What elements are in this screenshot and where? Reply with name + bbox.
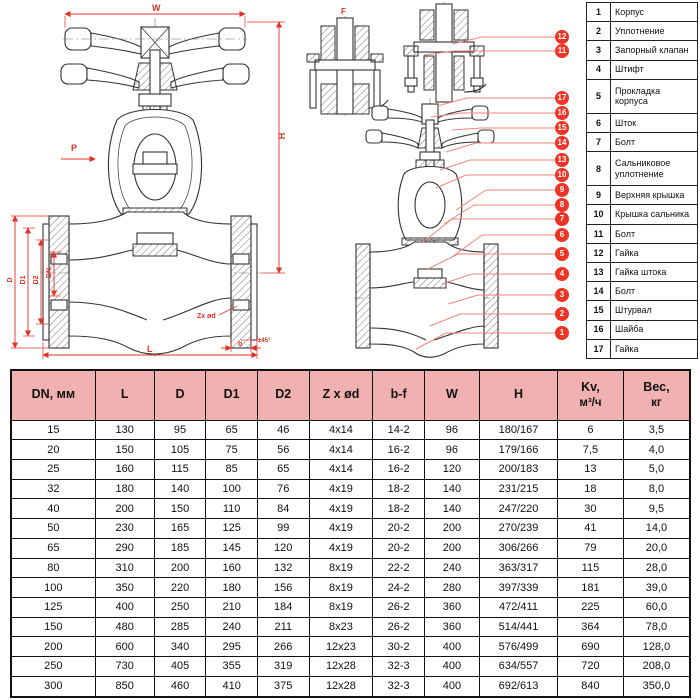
stuffing-box-detail-drawing bbox=[398, 0, 490, 106]
dims-cell: 290 bbox=[95, 538, 154, 558]
dims-cell: 8x19 bbox=[309, 578, 373, 598]
part-number: 7 bbox=[587, 133, 611, 152]
callout-balloon: 16 bbox=[555, 106, 569, 120]
dims-cell: 210 bbox=[206, 597, 258, 617]
dim-label-d1: D1 bbox=[20, 275, 27, 285]
dims-cell: 79 bbox=[558, 538, 624, 558]
dims-header-cell: L bbox=[95, 370, 154, 420]
dims-cell: 850 bbox=[95, 676, 154, 697]
dims-cell: 363/317 bbox=[479, 558, 557, 578]
dims-cell: 180/167 bbox=[479, 420, 557, 440]
part-name: Уплотнение bbox=[611, 22, 698, 41]
dims-cell: 200 bbox=[11, 637, 95, 657]
dims-row bbox=[11, 558, 690, 578]
dims-row bbox=[11, 617, 690, 637]
dims-cell: 99 bbox=[257, 519, 309, 539]
dims-row bbox=[11, 597, 690, 617]
dims-cell: 18 bbox=[558, 479, 624, 499]
detail-label-f: F bbox=[341, 7, 346, 16]
part-name: Сальниковое уплотнение bbox=[611, 152, 698, 186]
dims-cell: 165 bbox=[154, 519, 206, 539]
callout-balloon: 4 bbox=[555, 267, 569, 281]
dims-cell: 76 bbox=[257, 479, 309, 499]
dims-cell: 65 bbox=[11, 538, 95, 558]
dim-label-p: P bbox=[71, 143, 78, 153]
dim-label-h: H bbox=[277, 132, 287, 140]
dims-cell: 14-2 bbox=[373, 420, 425, 440]
part-name: Шток bbox=[611, 113, 698, 132]
dims-cell: 30 bbox=[558, 499, 624, 519]
dims-cell: 840 bbox=[558, 676, 624, 697]
dims-cell: 7,5 bbox=[558, 440, 624, 460]
part-name: Крышка сальника bbox=[611, 205, 698, 224]
callout-balloon: 12 bbox=[555, 30, 569, 44]
dims-cell: 150 bbox=[154, 499, 206, 519]
dims-header-cell: DN, мм bbox=[11, 370, 95, 420]
part-number: 12 bbox=[587, 243, 611, 262]
dims-cell: 180 bbox=[206, 578, 258, 598]
dims-row bbox=[11, 519, 690, 539]
dims-header-cell: Вес, кг bbox=[623, 370, 690, 420]
dims-cell: 360 bbox=[424, 617, 479, 637]
dims-header-cell: D bbox=[154, 370, 206, 420]
dims-cell: 4x19 bbox=[309, 479, 373, 499]
dims-cell: 26-2 bbox=[373, 617, 425, 637]
dims-cell: 39,0 bbox=[623, 578, 690, 598]
dims-cell: 350 bbox=[95, 578, 154, 598]
dims-cell: 8,0 bbox=[623, 479, 690, 499]
dims-cell: 4x14 bbox=[309, 420, 373, 440]
part-name: Верхняя крышка bbox=[611, 186, 698, 205]
parts-list-row bbox=[587, 133, 698, 152]
dims-cell: 400 bbox=[424, 657, 479, 677]
dims-cell: 350,0 bbox=[623, 676, 690, 697]
dims-cell: 84 bbox=[257, 499, 309, 519]
dims-cell: 5,0 bbox=[623, 459, 690, 479]
dims-cell: 180 bbox=[95, 479, 154, 499]
dims-cell: 410 bbox=[206, 676, 258, 697]
dims-header-cell: b-f bbox=[373, 370, 425, 420]
part-number: 14 bbox=[587, 282, 611, 301]
dims-cell: 240 bbox=[424, 558, 479, 578]
dims-cell: 225 bbox=[558, 597, 624, 617]
dims-cell: 120 bbox=[257, 538, 309, 558]
dims-cell: 460 bbox=[154, 676, 206, 697]
callout-balloon: 1 bbox=[555, 326, 569, 340]
dims-cell: 400 bbox=[95, 597, 154, 617]
part-name: Корпус bbox=[611, 3, 698, 22]
dim-label-w: W bbox=[152, 3, 161, 13]
dims-cell: 200 bbox=[154, 558, 206, 578]
parts-list-row bbox=[587, 60, 698, 79]
dims-cell: 4x19 bbox=[309, 519, 373, 539]
dims-cell: 75 bbox=[206, 440, 258, 460]
dims-cell: 270/239 bbox=[479, 519, 557, 539]
part-number: 16 bbox=[587, 320, 611, 339]
dims-cell: 65 bbox=[257, 459, 309, 479]
part-name: Гайка bbox=[611, 339, 698, 358]
callout-balloon: 9 bbox=[555, 183, 569, 197]
dims-cell: 397/339 bbox=[479, 578, 557, 598]
dims-cell: 220 bbox=[154, 578, 206, 598]
dims-cell: 231/215 bbox=[479, 479, 557, 499]
part-name: Запорный клапан bbox=[611, 41, 698, 60]
dims-cell: 211 bbox=[257, 617, 309, 637]
dims-cell: 634/557 bbox=[479, 657, 557, 677]
dims-cell: 208,0 bbox=[623, 657, 690, 677]
dims-row bbox=[11, 420, 690, 440]
dims-cell: 400 bbox=[424, 637, 479, 657]
callout-balloon: 2 bbox=[555, 307, 569, 321]
parts-list-row bbox=[587, 205, 698, 224]
parts-list-row bbox=[587, 339, 698, 358]
dims-cell: 355 bbox=[206, 657, 258, 677]
parts-list-row bbox=[587, 301, 698, 320]
dim-label-dn: DN bbox=[46, 267, 53, 279]
dims-cell: 140 bbox=[154, 479, 206, 499]
dims-cell: 692/613 bbox=[479, 676, 557, 697]
dims-cell: 20-2 bbox=[373, 519, 425, 539]
callout-balloon: 8 bbox=[555, 198, 569, 212]
dims-cell: 115 bbox=[558, 558, 624, 578]
dims-cell: 576/499 bbox=[479, 637, 557, 657]
dims-row bbox=[11, 499, 690, 519]
dims-cell: 720 bbox=[558, 657, 624, 677]
dims-cell: 600 bbox=[95, 637, 154, 657]
dims-cell: 4x19 bbox=[309, 499, 373, 519]
parts-list-row bbox=[587, 282, 698, 301]
dims-cell: 20,0 bbox=[623, 538, 690, 558]
dims-cell: 22-2 bbox=[373, 558, 425, 578]
dims-cell: 480 bbox=[95, 617, 154, 637]
dims-cell: 295 bbox=[206, 637, 258, 657]
part-number: 4 bbox=[587, 60, 611, 79]
dims-cell: 150 bbox=[11, 617, 95, 637]
dims-cell: 200 bbox=[424, 519, 479, 539]
dims-cell: 514/441 bbox=[479, 617, 557, 637]
dims-cell: 100 bbox=[206, 479, 258, 499]
bonnet bbox=[108, 110, 201, 218]
part-number: 9 bbox=[587, 186, 611, 205]
dims-cell: 181 bbox=[558, 578, 624, 598]
dims-cell: 285 bbox=[154, 617, 206, 637]
dims-cell: 100 bbox=[11, 578, 95, 598]
main-valve-drawing bbox=[5, 2, 295, 364]
part-number: 15 bbox=[587, 301, 611, 320]
dims-row bbox=[11, 538, 690, 558]
dims-cell: 12x28 bbox=[309, 657, 373, 677]
dims-row bbox=[11, 578, 690, 598]
part-number: 8 bbox=[587, 152, 611, 186]
part-name: Болт bbox=[611, 224, 698, 243]
parts-list-body bbox=[587, 3, 698, 359]
parts-list-row bbox=[587, 22, 698, 41]
parts-list-row bbox=[587, 224, 698, 243]
part-name: Штифт bbox=[611, 60, 698, 79]
dims-cell: 15 bbox=[11, 420, 95, 440]
parts-list-row bbox=[587, 79, 698, 113]
dims-cell: 140 bbox=[424, 479, 479, 499]
dims-cell: 128,0 bbox=[623, 637, 690, 657]
dims-header-row bbox=[11, 370, 690, 420]
part-number: 6 bbox=[587, 113, 611, 132]
dims-cell: 20 bbox=[11, 440, 95, 460]
dims-cell: 96 bbox=[424, 420, 479, 440]
callout-balloon: 7 bbox=[555, 212, 569, 226]
dims-cell: 85 bbox=[206, 459, 258, 479]
dim-label-b: b bbox=[238, 341, 243, 348]
part-name: Шайба bbox=[611, 320, 698, 339]
callout-balloon: 15 bbox=[555, 121, 569, 135]
parts-list bbox=[586, 2, 698, 359]
dims-cell: 65 bbox=[206, 420, 258, 440]
part-number: 13 bbox=[587, 263, 611, 282]
dims-cell: 125 bbox=[206, 519, 258, 539]
part-name: Штурвал bbox=[611, 301, 698, 320]
dims-cell: 364 bbox=[558, 617, 624, 637]
dims-header-cell: D1 bbox=[206, 370, 258, 420]
dims-cell: 160 bbox=[206, 558, 258, 578]
parts-list-row bbox=[587, 3, 698, 22]
dims-cell: 32-3 bbox=[373, 676, 425, 697]
dims-cell: 405 bbox=[154, 657, 206, 677]
dims-cell: 240 bbox=[206, 617, 258, 637]
parts-list-row bbox=[587, 152, 698, 186]
dims-cell: 60,0 bbox=[623, 597, 690, 617]
dim-label-z: Zx ød bbox=[197, 313, 216, 320]
dims-cell: 20-2 bbox=[373, 538, 425, 558]
dims-cell: 18-2 bbox=[373, 479, 425, 499]
dims-cell: 690 bbox=[558, 637, 624, 657]
dims-cell: 125 bbox=[11, 597, 95, 617]
part-name: Болт bbox=[611, 133, 698, 152]
dims-cell: 160 bbox=[95, 459, 154, 479]
dims-cell: 250 bbox=[11, 657, 95, 677]
dims-cell: 13 bbox=[558, 459, 624, 479]
dims-table-body bbox=[11, 420, 690, 697]
dims-cell: 4x14 bbox=[309, 440, 373, 460]
dims-cell: 179/166 bbox=[479, 440, 557, 460]
callout-balloon: 17 bbox=[555, 91, 569, 105]
dims-cell: 200/183 bbox=[479, 459, 557, 479]
dims-cell: 250 bbox=[154, 597, 206, 617]
dims-cell: 156 bbox=[257, 578, 309, 598]
dims-cell: 200 bbox=[95, 499, 154, 519]
part-number: 3 bbox=[587, 41, 611, 60]
parts-list-row bbox=[587, 186, 698, 205]
dims-cell: 185 bbox=[154, 538, 206, 558]
dims-cell: 56 bbox=[257, 440, 309, 460]
dims-cell: 310 bbox=[95, 558, 154, 578]
parts-list-row bbox=[587, 320, 698, 339]
callout-valve-drawing bbox=[352, 92, 502, 362]
dims-header-cell: Z x ød bbox=[309, 370, 373, 420]
dims-cell: 12x23 bbox=[309, 637, 373, 657]
dims-cell: 140 bbox=[424, 499, 479, 519]
part-number: 2 bbox=[587, 22, 611, 41]
dim-label-d2: D2 bbox=[33, 275, 40, 285]
dims-cell: 472/411 bbox=[479, 597, 557, 617]
dims-cell: 30-2 bbox=[373, 637, 425, 657]
dims-cell: 230 bbox=[95, 519, 154, 539]
dims-cell: 8x23 bbox=[309, 617, 373, 637]
dims-cell: 150 bbox=[95, 440, 154, 460]
callout-balloon: 5 bbox=[555, 247, 569, 261]
dims-cell: 25 bbox=[11, 459, 95, 479]
dims-cell: 4,0 bbox=[623, 440, 690, 460]
dimensions-table bbox=[10, 369, 691, 698]
part-number: 17 bbox=[587, 339, 611, 358]
callout-balloon: 14 bbox=[555, 136, 569, 150]
dims-cell: 360 bbox=[424, 597, 479, 617]
dims-cell: 26-2 bbox=[373, 597, 425, 617]
dims-cell: 280 bbox=[424, 578, 479, 598]
dims-cell: 96 bbox=[424, 440, 479, 460]
dims-cell: 266 bbox=[257, 637, 309, 657]
callout-balloon: 13 bbox=[555, 153, 569, 167]
parts-list-row bbox=[587, 113, 698, 132]
part-number: 10 bbox=[587, 205, 611, 224]
part-number: 1 bbox=[587, 3, 611, 22]
dims-cell: 16-2 bbox=[373, 440, 425, 460]
dims-row bbox=[11, 657, 690, 677]
callout-balloon: 3 bbox=[555, 288, 569, 302]
dims-header-cell: H bbox=[479, 370, 557, 420]
dims-cell: 8x19 bbox=[309, 558, 373, 578]
dim-label-l: L bbox=[147, 344, 153, 354]
dims-cell: 40 bbox=[11, 499, 95, 519]
dims-cell: 78,0 bbox=[623, 617, 690, 637]
dims-cell: 247/220 bbox=[479, 499, 557, 519]
dims-cell: 28,0 bbox=[623, 558, 690, 578]
dims-cell: 200 bbox=[424, 538, 479, 558]
dims-cell: 14,0 bbox=[623, 519, 690, 539]
callout-balloon: 10 bbox=[555, 168, 569, 182]
dims-cell: 24-2 bbox=[373, 578, 425, 598]
dims-row bbox=[11, 459, 690, 479]
dims-cell: 115 bbox=[154, 459, 206, 479]
dims-cell: 306/266 bbox=[479, 538, 557, 558]
dims-cell: 32 bbox=[11, 479, 95, 499]
part-name: Гайка штока bbox=[611, 263, 698, 282]
dims-cell: 184 bbox=[257, 597, 309, 617]
dims-cell: 32-3 bbox=[373, 657, 425, 677]
dims-cell: 145 bbox=[206, 538, 258, 558]
part-name: Болт bbox=[611, 282, 698, 301]
part-number: 11 bbox=[587, 224, 611, 243]
callout-balloon: 11 bbox=[555, 44, 569, 58]
dims-cell: 105 bbox=[154, 440, 206, 460]
dims-cell: 46 bbox=[257, 420, 309, 440]
dims-cell: 375 bbox=[257, 676, 309, 697]
part-number: 5 bbox=[587, 79, 611, 113]
parts-list-row bbox=[587, 263, 698, 282]
part-name: Гайка bbox=[611, 243, 698, 262]
part-name: Прокладка корпуса bbox=[611, 79, 698, 113]
valve-body bbox=[43, 212, 257, 354]
dims-row bbox=[11, 440, 690, 460]
dims-cell: 319 bbox=[257, 657, 309, 677]
dims-cell: 9,5 bbox=[623, 499, 690, 519]
dims-cell: 12x28 bbox=[309, 676, 373, 697]
dims-cell: 8x19 bbox=[309, 597, 373, 617]
dims-cell: 3,5 bbox=[623, 420, 690, 440]
dims-cell: 400 bbox=[424, 676, 479, 697]
parts-list-row bbox=[587, 41, 698, 60]
dim-label-f: f±45° bbox=[256, 338, 271, 344]
callout-balloon: 6 bbox=[555, 228, 569, 242]
dims-cell: 110 bbox=[206, 499, 258, 519]
dims-row bbox=[11, 637, 690, 657]
dims-cell: 6 bbox=[558, 420, 624, 440]
dims-header-cell: W bbox=[424, 370, 479, 420]
dim-label-d: D bbox=[7, 277, 14, 283]
dims-cell: 120 bbox=[424, 459, 479, 479]
dims-header-cell: Kv, м³/ч bbox=[558, 370, 624, 420]
dims-header-cell: D2 bbox=[257, 370, 309, 420]
dims-cell: 18-2 bbox=[373, 499, 425, 519]
dims-row bbox=[11, 676, 690, 697]
dims-cell: 4x19 bbox=[309, 538, 373, 558]
dims-cell: 50 bbox=[11, 519, 95, 539]
dims-cell: 80 bbox=[11, 558, 95, 578]
dims-cell: 4x14 bbox=[309, 459, 373, 479]
parts-list-row bbox=[587, 243, 698, 262]
dims-cell: 730 bbox=[95, 657, 154, 677]
dims-cell: 130 bbox=[95, 420, 154, 440]
dims-row bbox=[11, 479, 690, 499]
dims-cell: 132 bbox=[257, 558, 309, 578]
dims-cell: 41 bbox=[558, 519, 624, 539]
dims-cell: 95 bbox=[154, 420, 206, 440]
dims-cell: 16-2 bbox=[373, 459, 425, 479]
dims-cell: 340 bbox=[154, 637, 206, 657]
dims-cell: 300 bbox=[11, 676, 95, 697]
